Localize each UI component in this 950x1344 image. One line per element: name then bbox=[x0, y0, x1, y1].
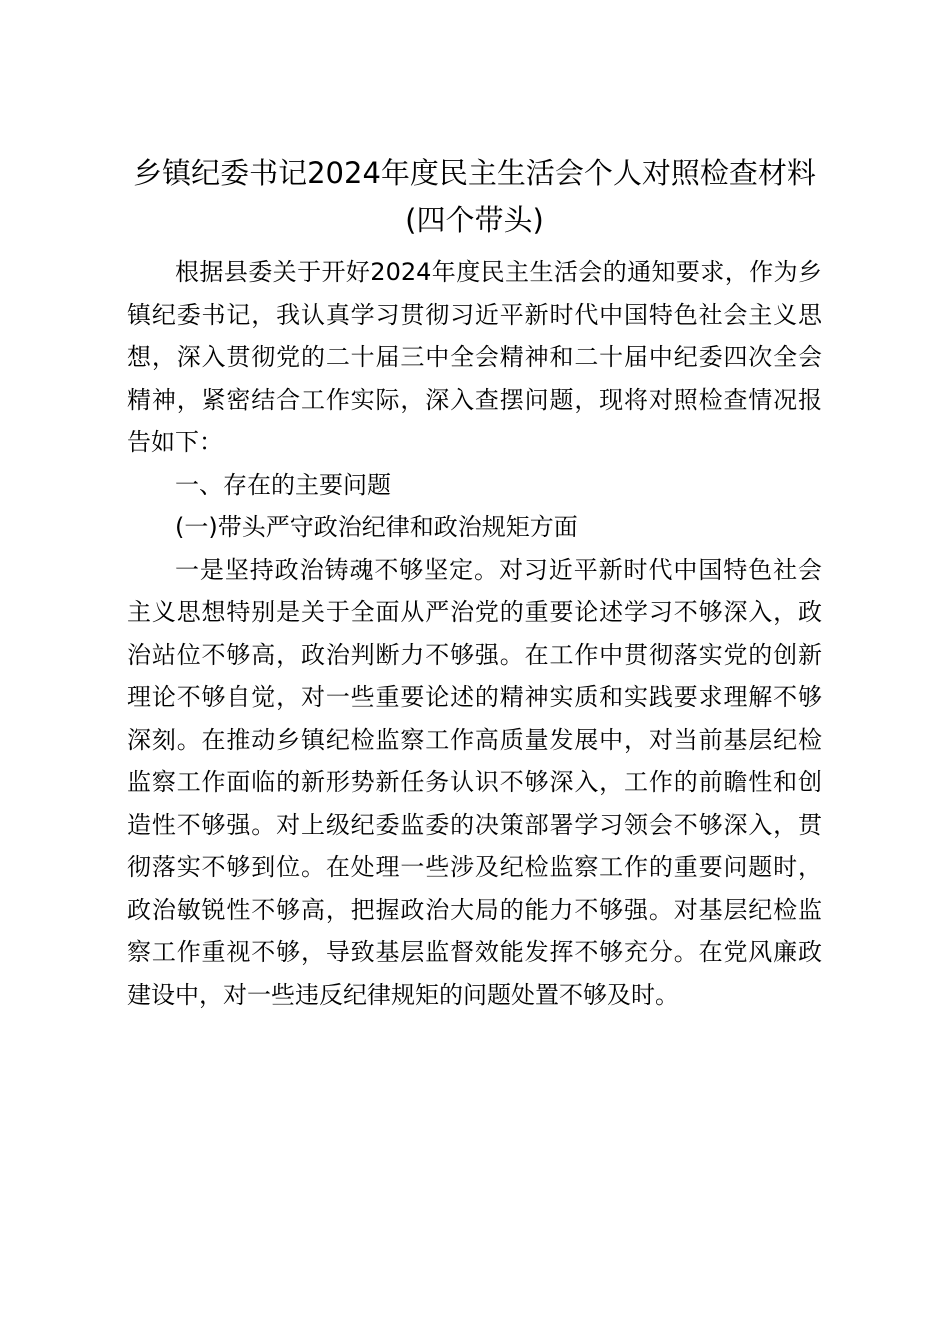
body-paragraph: 一是坚持政治铸魂不够坚定。对习近平新时代中国特色社会主义思想特别是关于全面从严治党的重要论述学习不够深入，政治站位不够高，政治判断力不够强。在工作中贯彻落实党的创新理论不够自觉，对一些重要论述的精神实质和实践要求理解不够深刻。在推动乡镇纪检监察工作高质量发展中，对当前基层纪检监察工作面临的新形势新任务认识不够深入，工作的前瞻性和创造性不够强。对上级纪委监委的决策部署学习领会不够深入，贯彻落实不够到位。在处理一些涉及纪检监察工作的重要问题时，政治敏锐性不够高，把握政治大局的能力不够强。对基层纪检监察工作重视不够，导致基层监督效能发挥不够充分。在党风廉政建设中，对一些违反纪律规矩的问题处置不够及时。 bbox=[127, 555, 822, 1009]
title-line-1: 乡镇纪委书记2024年度民主生活会个人对照检查材料 bbox=[133, 156, 816, 190]
section-heading: 一、存在的主要问题 bbox=[175, 470, 391, 499]
document-title bbox=[127, 150, 822, 244]
intro-paragraph: 根据县委关于开好2024年度民主生活会的通知要求，作为乡镇纪委书记，我认真学习贯彻习近平新时代中国特色社会主义思想，深入贯彻党的二十届三中全会精神和二十届中纪委四次全会精神，紧密结合工作实际，深入查摆问题，现将对照检查情况报告如下： bbox=[127, 258, 822, 456]
title-line-2: (四个带头) bbox=[405, 203, 544, 237]
document-body bbox=[127, 251, 822, 1016]
subsection-heading: (一)带头严守政治纪律和政治规矩方面 bbox=[175, 513, 578, 541]
document-content bbox=[127, 150, 822, 1016]
